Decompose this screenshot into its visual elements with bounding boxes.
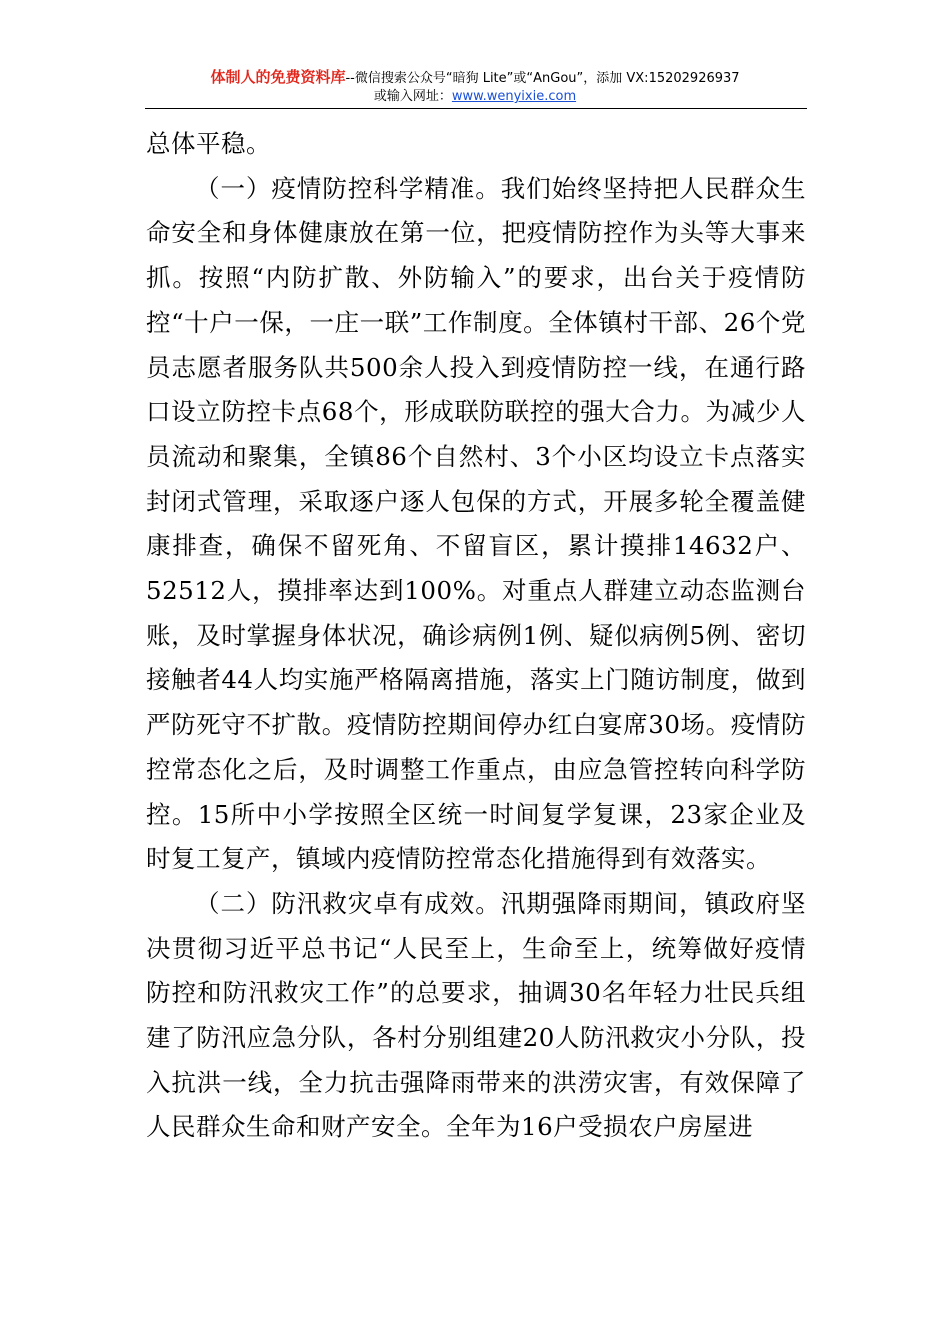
paragraph-2: （一）疫情防控科学精准。我们始终坚持把人民群众生命安全和身体健康放在第一位，把疫情防控作为头等大事来抓。按照“内防扩散、外防输入”的要求，出台关于疫情防控“十户一保，一庄一联”工作制度。全体镇村干部、26个党员志愿者服务队共500余人投入到疫情防控一线，在通行路口设立防控卡点68个，形成联防联控的强大合力。为减少人员流动和聚集，全镇86个自然村、3个小区均设立卡点落实封闭式管理，采取逐户逐人包保的方式，开展多轮全覆盖健康排查，确保不留死角、不留盲区，累计摸排14632户、52512人，摸排率达到100%。对重点人群建立动态监测台账，及时掌握身体状况，确诊病例1例、疑似病例5例、密切接触者44人均实施严格隔离措施，落实上门随访制度，做到严防死守不扩散。疫情防控期间停办红白宴席30场。疫情防控常态化之后，及时调整工作重点，由应急管控转向科学防控。15所中小学按照全区统一时间复学复课，23家企业及时复工复产，镇域内疫情防控常态化措施得到有效落实。 — [146, 173, 806, 874]
header-url-link[interactable]: www.wenyixie.com — [451, 89, 577, 104]
header-url-prefix: 或输入网址： — [373, 89, 452, 104]
header-divider — [145, 108, 807, 109]
page-header — [145, 68, 805, 106]
header-line-1 — [145, 68, 805, 88]
paragraph-3: （二）防汛救灾卓有成效。汛期强降雨期间，镇政府坚决贯彻习近平总书记“人民至上，生命至上，统筹做好疫情防控和防汛救灾工作”的总要求，抽调30名年轻力壮民兵组建了防汛应急分队，各村分别组建20人防汛救灾小分队，投入抗洪一线，全力抗击强降雨带来的洪涝灾害，有效保障了人民群众生命和财产安全。全年为16户受损农户房屋进 — [146, 888, 806, 1142]
paragraph-1: 总体平稳。 — [146, 129, 271, 158]
header-contact-info: --微信搜索公众号“暗狗 Lite”或“AnGou”，添加 VX:15202926937 — [345, 71, 740, 86]
document-body — [146, 122, 806, 1150]
header-line-2 — [145, 88, 805, 106]
header-brand: 体制人的免费资料库 — [210, 68, 346, 86]
